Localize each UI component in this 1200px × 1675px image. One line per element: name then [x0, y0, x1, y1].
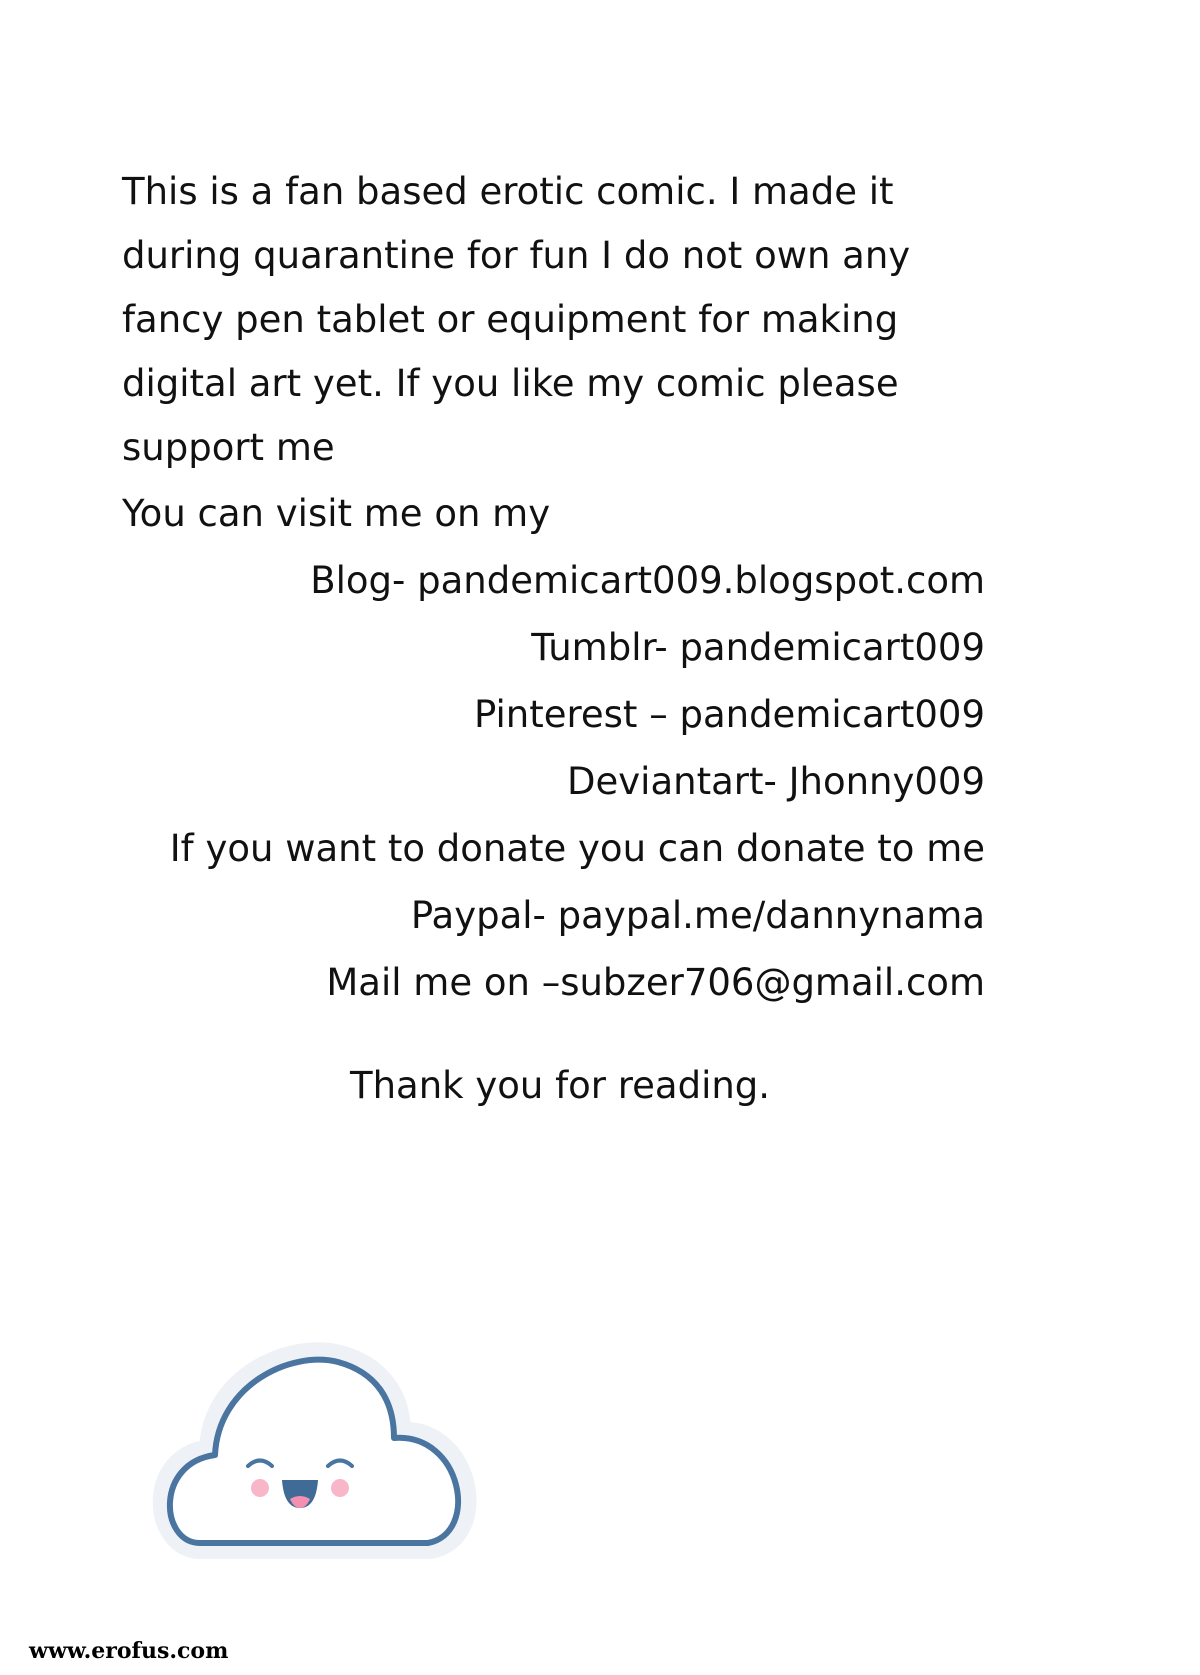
intro-line: digital art yet. If you like my comic please — [122, 362, 899, 405]
intro-line: fancy pen tablet or equipment for making — [122, 298, 899, 341]
smiling-cloud-icon — [150, 1338, 480, 1568]
site-watermark — [28, 1636, 238, 1666]
intro-line: during quarantine for fun I do not own any — [122, 234, 911, 277]
watermark-text: www.erofus.com — [29, 1638, 229, 1664]
blog-link[interactable]: Blog- pandemicart009.blogspot.com — [310, 559, 985, 602]
pinterest-link[interactable]: Pinterest – pandemicart009 — [473, 693, 985, 736]
mail-link[interactable]: Mail me on –subzer706@gmail.com — [326, 961, 985, 1004]
intro-line: This is a fan based erotic comic. I made it — [122, 170, 894, 213]
intro-paragraph — [122, 160, 922, 480]
donate-line: If you want to donate you can donate to me — [169, 827, 985, 870]
deviantart-link[interactable]: Deviantart- Jhonny009 — [567, 760, 985, 803]
intro-line: support me — [122, 426, 335, 469]
visit-line: You can visit me on my — [122, 492, 551, 535]
thanks-line: Thank you for reading. — [350, 1064, 771, 1107]
paypal-link[interactable]: Paypal- paypal.me/dannynama — [410, 894, 985, 937]
tumblr-link[interactable]: Tumblr- pandemicart009 — [531, 626, 985, 669]
